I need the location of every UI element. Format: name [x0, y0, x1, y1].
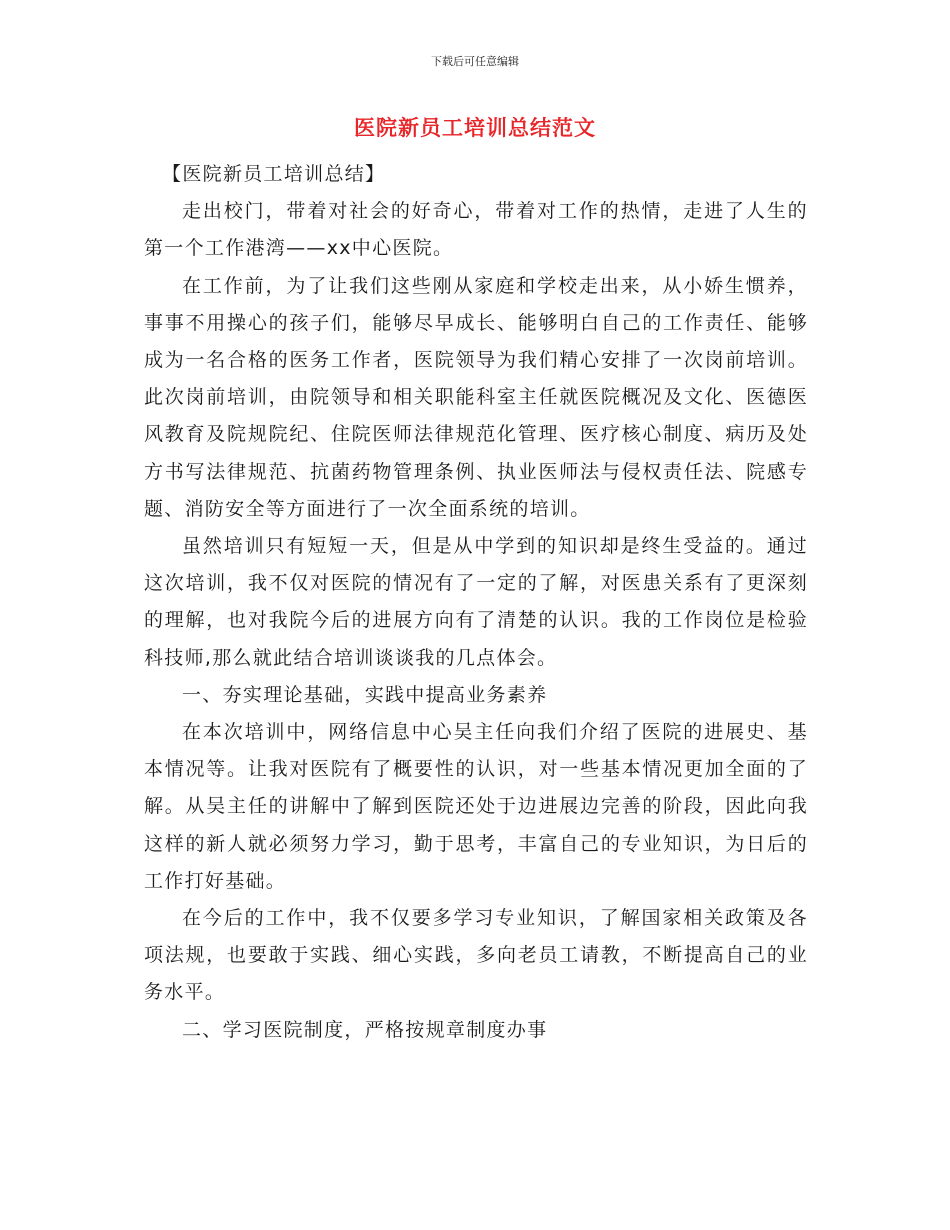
section-heading: 【医院新员工培训总结】 — [162, 163, 386, 185]
document-title: 医院新员工培训总结范文 — [354, 115, 596, 140]
paragraph: 虽然培训只有短短一天，但是从中学到的知识却是终生受益的。通过这次培训，我不仅对医院的情况有了一定的了解，对医患关系有了更深刻的理解，也对我院今后的进展方向有了清楚的认识。我的工作岗位是检验科技师,那么就此结合培训谈谈我的几点体会。 — [144, 535, 808, 669]
paragraph: 走出校门，带着对社会的好奇心，带着对工作的热情，走进了人生的第一个工作港湾——xx中心医院。 — [144, 200, 808, 260]
document-body — [144, 156, 808, 1049]
paragraph: 在今后的工作中，我不仅要多学习专业知识，了解国家相关政策及各项法规，也要敢于实践、细心实践，多向老员工请教，不断提高自己的业务水平。 — [144, 907, 808, 1004]
paragraph: 在本次培训中，网络信息中心吴主任向我们介绍了医院的进展史、基本情况等。让我对医院有了概要性的认识，对一些基本情况更加全面的了解。从吴主任的讲解中了解到医院还处于边进展边完善的阶段，因此向我这样的新人就必须努力学习，勤于思考，丰富自己的专业知识，为日后的工作打好基础。 — [144, 721, 808, 892]
subheading: 一、夯实理论基础，实践中提高业务素养 — [182, 683, 548, 706]
paragraph: 在工作前，为了让我们这些刚从家庭和学校走出来，从小娇生惯养，事事不用操心的孩子们，能够尽早成长、能够明白自己的工作责任、能够成为一名合格的医务工作者，医院领导为我们精心安排了一次岗前培训。 此次岗前培训，由院领导和相关职能科室主任就医院概况及文化、医德医风教育及院规院纪、住院医师法律规范化管理、医疗核心制度、病历及处方书写法律规范、抗菌药物管理条例、执业医师法与侵权责任法、院感专题、消防安全等方面进行了一次全面系统的培训。 — [144, 274, 808, 520]
subheading: 二、学习医院制度，严格按规章制度办事 — [182, 1018, 548, 1041]
header-note: 下载后可任意编辑 — [431, 55, 519, 68]
